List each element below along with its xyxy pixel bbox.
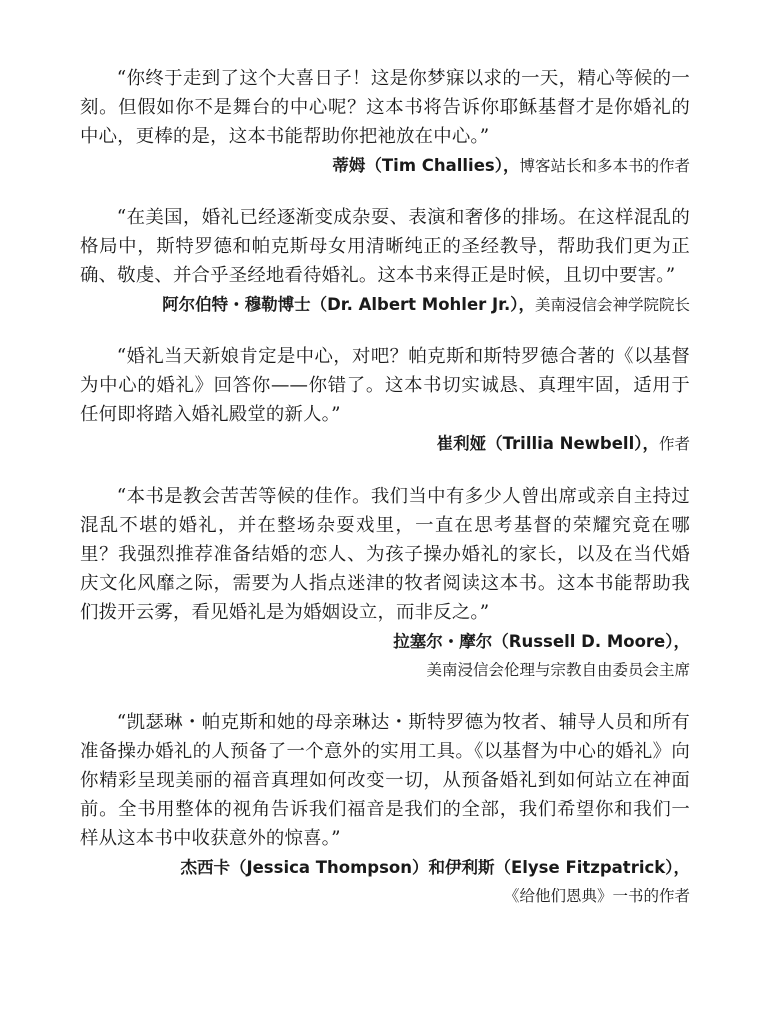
endorsement-quote: “你终于走到了这个大喜日子！这是你梦寐以求的一天，精心等候的一刻。但假如你不是舞台的中心呢？这本书将告诉你耶稣基督才是你婚礼的中心，更棒的是，这本书能帮助你把祂放在中心。”	[80, 68, 690, 147]
endorsement-2	[80, 203, 690, 320]
endorsement-attribution	[80, 151, 690, 181]
endorsement-quote: “婚礼当天新娘肯定是中心，对吧？帕克斯和斯特罗德合著的《以基督为中心的婚礼》回答你——你错了。这本书切实诚恳、真理牢固，适用于任何即将踏入婚礼殿堂的新人。”	[80, 346, 690, 425]
endorsement-5	[80, 708, 690, 911]
endorser-title: 美南浸信会神学院院长	[534, 296, 690, 314]
endorsement-quote: “在美国，婚礼已经逐渐变成杂耍、表演和奢侈的排场。在这样混乱的格局中，斯特罗德和帕克斯母女用清晰纯正的圣经教导，帮助我们更为正确、敬虔、并合乎圣经地看待婚礼。这本书来得正是时候，且切中要害。”	[80, 207, 690, 286]
endorsement-attribution	[80, 853, 690, 882]
endorser-name: 杰西卡（Jessica Thompson）和伊利斯（Elyse Fitzpatrick），	[180, 858, 690, 877]
endorser-name: 崔利娅（Trillia Newbell），	[436, 434, 659, 453]
endorser-title: 作者	[658, 435, 690, 453]
endorser-title: 《给他们恩典》一书的作者	[503, 887, 690, 905]
endorsements-page	[80, 64, 690, 935]
endorser-name: 拉塞尔・摩尔（Russell D. Moore），	[393, 632, 690, 651]
endorsement-quote: “本书是教会苦苦等候的佳作。我们当中有多少人曾出席或亲自主持过混乱不堪的婚礼，并在整场杂耍戏里，一直在思考基督的荣耀究竟在哪里？我强烈推荐准备结婚的恋人、为孩子操办婚礼的家长，以及在当代婚庆文化风靡之际，需要为人指点迷津的牧者阅读这本书。这本书能帮助我们拨开云雾，看见婚礼是为婚姻设立，而非反之。”	[80, 486, 690, 623]
endorsement-quote: “凯瑟琳・帕克斯和她的母亲琳达・斯特罗德为牧者、辅导人员和所有准备操办婚礼的人预备了一个意外的实用工具。《以基督为中心的婚礼》向你精彩呈现美丽的福音真理如何改变一切，从预备婚礼到如何站立在神面前。全书用整体的视角告诉我们福音是我们的全部，我们希望你和我们一样从这本书中收获意外的惊喜。”	[80, 712, 690, 849]
endorsement-3	[80, 342, 690, 459]
endorsement-4	[80, 482, 690, 685]
endorser-name: 蒂姆（Tim Challies），	[332, 156, 520, 175]
endorsement-attribution	[80, 290, 690, 320]
endorsement-1	[80, 64, 690, 181]
endorsement-attribution	[80, 429, 690, 459]
endorsement-attribution	[80, 627, 690, 656]
endorser-name: 阿尔伯特・穆勒博士（Dr. Albert Mohler Jr.），	[162, 295, 535, 314]
endorser-title: 博客站长和多本书的作者	[519, 157, 690, 175]
endorser-title: 美南浸信会伦理与宗教自由委员会主席	[426, 661, 690, 679]
